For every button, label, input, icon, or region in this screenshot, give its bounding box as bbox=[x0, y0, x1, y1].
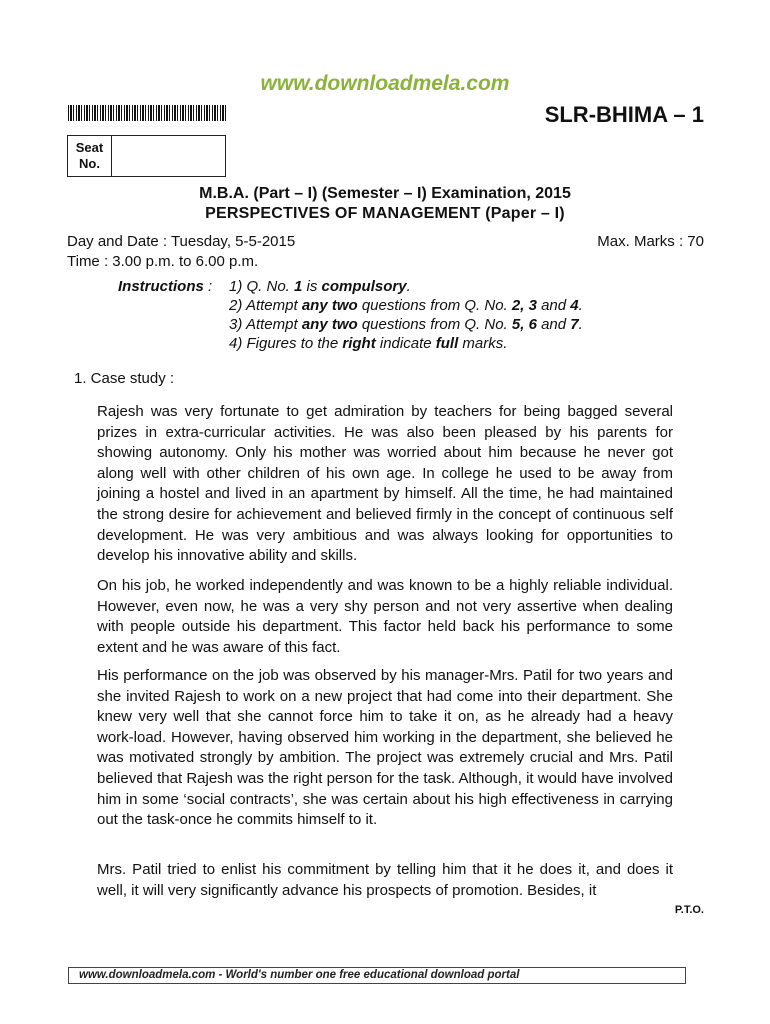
seat-number-label bbox=[68, 136, 112, 176]
instr-text: questions from Q. No. bbox=[357, 297, 512, 314]
instr-text: . bbox=[406, 278, 411, 295]
instr-text: . bbox=[578, 297, 583, 314]
max-marks: Max. Marks : 70 bbox=[597, 233, 704, 250]
exam-subject: PERSPECTIVES OF MANAGEMENT (Paper – I) bbox=[205, 205, 565, 222]
instr-bold: compulsory bbox=[321, 278, 407, 295]
case-paragraph: His performance on the job was observed by his manager-Mrs. Patil for two years and she invited Rajesh to work on a new project that had come into their department. She knew very well that she cannot force him to take it on, as he already had a heavy work-load. However, having observed him working in the department, she believed he was motivated strongly by ambition. The project was extremely crucial and Mrs. Patil believed that Rajesh was the right person for the task. Although, it would have involved him in some ‘social contracts’, she was certain about his high effectiveness in carrying out the task-once he commits himself to it. bbox=[97, 667, 673, 829]
instr-text: 2) Attempt bbox=[229, 297, 302, 314]
instr-bold: full bbox=[435, 335, 459, 352]
instr-text: is bbox=[302, 278, 322, 295]
instructions-label-text: Instructions bbox=[118, 278, 204, 295]
instr-bold: any two bbox=[301, 297, 358, 314]
footer-banner[interactable]: www.downloadmela.com - World's number one free educational download portal bbox=[68, 967, 686, 984]
seat-label-line-2: No. bbox=[79, 156, 100, 171]
instr-text: marks. bbox=[458, 335, 508, 352]
instructions-colon: : bbox=[203, 278, 213, 295]
instr-bold: 5, 6 bbox=[511, 316, 537, 333]
instr-bold: 2, 3 bbox=[511, 297, 537, 314]
instr-text: and bbox=[536, 316, 571, 333]
instr-bold: 4 bbox=[570, 297, 579, 314]
instr-bold: 7 bbox=[570, 316, 579, 333]
instruction-item bbox=[229, 278, 411, 295]
instr-text: 4) Figures to the bbox=[229, 335, 343, 352]
case-paragraph: Mrs. Patil tried to enlist his commitment by telling him that it he does it, and does it well, it will very significantly advance his prospects of promotion. Besides, it bbox=[97, 861, 673, 899]
case-paragraph: Rajesh was very fortunate to get admiration by teachers for being bagged several prizes in extra-curricular activities. He was also been pleased by his parents for showing autonomy. Only his mother was worried about him because he never got along well with other children of his own age. In college he used to be away from joining a hostel and lived in an apartment by himself. All the time, he had maintained the strong desire for achievement and believed firmly in the concept of continuous self development. He was very ambitious and was always looking for opportunities to develop his innovative ability and skills. bbox=[97, 403, 673, 565]
instr-bold: right bbox=[342, 335, 376, 352]
seat-number-field bbox=[112, 136, 225, 176]
site-link[interactable]: www.downloadmela.com bbox=[260, 72, 510, 95]
instr-text: indicate bbox=[375, 335, 436, 352]
barcode bbox=[68, 105, 228, 121]
instruction-item bbox=[229, 335, 507, 352]
instr-text: . bbox=[578, 316, 583, 333]
case-paragraph: On his job, he worked independently and was known to be a highly reliable individual. However, even now, he was a very shy person and not very assertive when dealing with people outside his department. This factor held back his performance to some extent and he was aware of this fact. bbox=[97, 577, 673, 656]
instr-text: and bbox=[536, 297, 571, 314]
seat-number-box bbox=[67, 135, 226, 177]
question-heading: 1. Case study : bbox=[74, 370, 175, 387]
instr-text: 1) Q. No. bbox=[229, 278, 295, 295]
instr-text: questions from Q. No. bbox=[357, 316, 512, 333]
instruction-item bbox=[229, 297, 583, 314]
paper-code: SLR-BHIMA – 1 bbox=[544, 102, 704, 127]
day-date: Day and Date : Tuesday, 5-5-2015 bbox=[67, 233, 296, 250]
instruction-item bbox=[229, 316, 583, 333]
seat-label-line-1: Seat bbox=[75, 140, 104, 155]
exam-title: M.B.A. (Part – I) (Semester – I) Examination, 2015 bbox=[199, 185, 571, 202]
instr-bold: 1 bbox=[294, 278, 303, 295]
exam-time: Time : 3.00 p.m. to 6.00 p.m. bbox=[67, 253, 259, 270]
pto-marker: P.T.O. bbox=[674, 904, 704, 916]
instr-bold: any two bbox=[301, 316, 358, 333]
instr-text: 3) Attempt bbox=[229, 316, 302, 333]
instructions-label bbox=[118, 278, 212, 295]
